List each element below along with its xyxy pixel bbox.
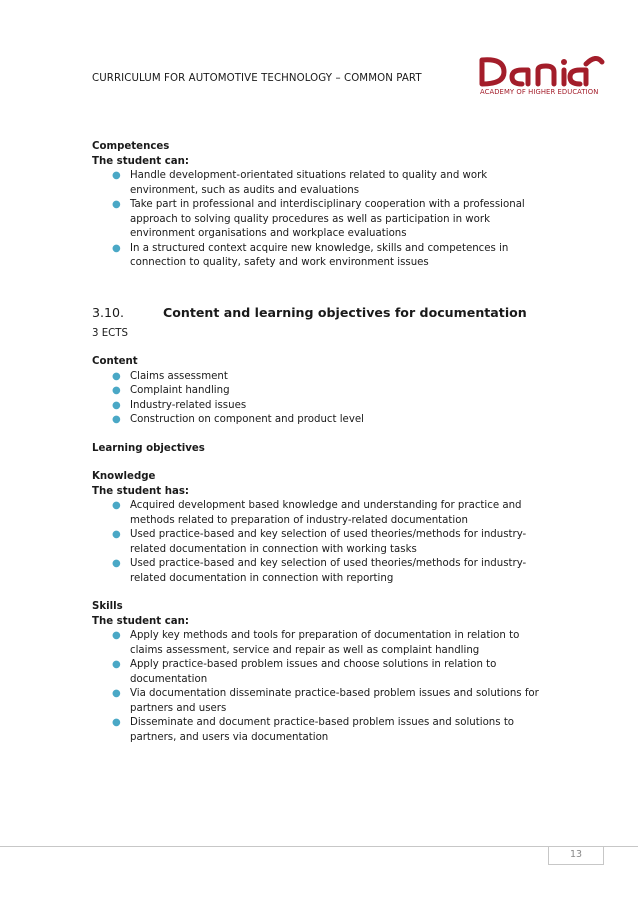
- bullet-icon: ●: [112, 242, 121, 254]
- bullet-icon: ●: [112, 385, 121, 396]
- list-item: ● Used practice-based and key selection of used theories/methods for industry- related documentation in connection with working tasks: [112, 529, 527, 555]
- list-item: ● Take part in professional and interdisciplinary cooperation with a professional approach to solving quality procedures as well as participation in work environment organisations and workplace evaluations: [112, 199, 525, 239]
- bullet-icon: ●: [112, 414, 121, 425]
- content-list: [92, 370, 562, 428]
- list-item: ● Disseminate and document practice-based problem issues and solutions to partners, and users via documentation: [112, 717, 515, 743]
- list-item: ● Complaint handling: [92, 384, 562, 399]
- list-item: ● Acquired development based knowledge and understanding for practice and methods related to preparation of industry-related documentation: [112, 500, 522, 526]
- bullet-icon: ●: [112, 399, 121, 411]
- page-number: 13: [548, 846, 604, 865]
- list-item: ● Claims assessment: [92, 370, 562, 385]
- ects-label: 3 ECTS: [92, 327, 128, 339]
- logo-subtitle: ACADEMY OF HIGHER EDUCATION: [480, 88, 599, 96]
- list-item: ● Handle development-orientated situations related to quality and work environment, such as audits and evaluations: [112, 170, 488, 196]
- competences-list: [92, 169, 562, 271]
- knowledge-heading: Knowledge: [92, 471, 156, 482]
- learning-objectives-heading: Learning objectives: [92, 442, 205, 454]
- footer-divider: [0, 846, 638, 847]
- list-item: ● Via documentation disseminate practice-based problem issues and solutions for partners and users: [112, 688, 539, 714]
- section-title: Content and learning objectives for documentation: [163, 304, 527, 320]
- competences-subheading: The student can:: [92, 155, 189, 167]
- bullet-icon: ●: [112, 199, 121, 210]
- section-heading: [92, 305, 562, 321]
- document-body: [92, 140, 562, 745]
- list-item: ● Apply key methods and tools for preparation of documentation in relation to claims assessment, service and repair as well as complaint handling: [112, 630, 520, 656]
- bullet-icon: ●: [112, 688, 121, 699]
- knowledge-list: [92, 499, 562, 586]
- bullet-icon: ●: [112, 659, 121, 670]
- document-header-title: CURRICULUM FOR AUTOMOTIVE TECHNOLOGY – COMMON PART: [92, 73, 422, 84]
- content-heading: Content: [92, 356, 138, 367]
- bullet-icon: ●: [112, 500, 121, 511]
- bullet-icon: ●: [112, 529, 121, 540]
- list-item: ● Industry-related issues: [92, 399, 562, 414]
- section-number: 3.10.: [92, 304, 125, 320]
- list-item: ● Apply practice-based problem issues and choose solutions in relation to documentation: [112, 659, 497, 685]
- bullet-icon: ●: [112, 170, 121, 181]
- bullet-icon: ●: [112, 558, 121, 569]
- list-item: ● Used practice-based and key selection of used theories/methods for industry- related documentation in connection with reporting: [112, 558, 527, 584]
- knowledge-subheading: The student has:: [92, 485, 189, 497]
- list-item: ● In a structured context acquire new knowledge, skills and competences in connection to quality, safety and work environment issues: [112, 242, 509, 268]
- skills-list: [92, 629, 562, 745]
- competences-heading: Competences: [92, 141, 170, 152]
- skills-heading: Skills: [92, 601, 123, 612]
- skills-subheading: The student can:: [92, 615, 189, 627]
- list-item: ● Construction on component and product level: [92, 413, 562, 428]
- bullet-icon: ●: [112, 370, 121, 382]
- bullet-icon: ●: [112, 717, 121, 728]
- bullet-icon: ●: [112, 630, 121, 641]
